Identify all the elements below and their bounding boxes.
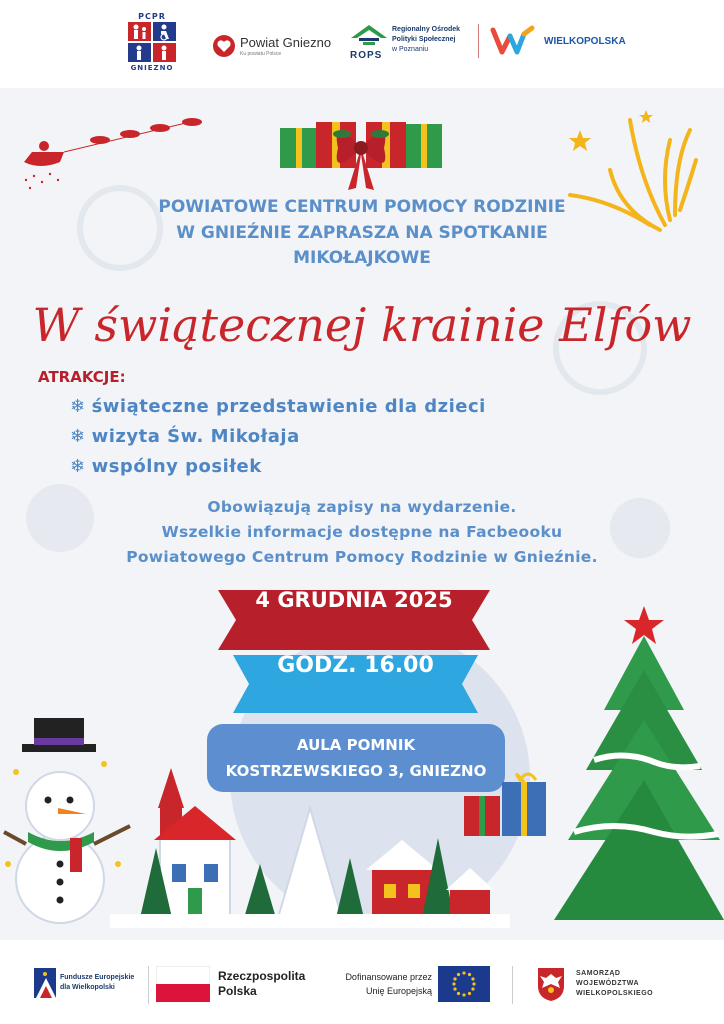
attraction-text: świąteczne przedstawienie dla dzieci <box>91 396 486 417</box>
attraction-item <box>70 426 300 447</box>
eagle-crest-icon <box>536 966 566 1002</box>
ue-line-1: Dofinansowane przez <box>345 972 432 982</box>
fe-line-1: Fundusze Europejskie <box>60 974 135 981</box>
christmas-tree-icon <box>524 600 724 940</box>
powiat-gniezno-name: Powiat Gniezno <box>240 35 332 50</box>
samorzad-logo <box>536 966 696 1004</box>
sw-line-2: WOJEWÓDZTWA <box>576 980 640 987</box>
wielkopolska-name: WIELKOPOLSKA <box>544 36 626 47</box>
wielkopolska-w-icon <box>490 24 536 58</box>
pcpr-logo <box>126 12 178 74</box>
footer-divider <box>148 966 149 1004</box>
event-date: 4 GRUDNIA 2025 <box>255 588 453 612</box>
powiat-gniezno-tagline: Ku powiatu Polsce <box>240 51 282 57</box>
poster <box>0 88 724 940</box>
powiat-gniezno-logo <box>212 32 332 62</box>
house-icon <box>350 24 388 50</box>
venue-line-2: KOSTRZEWSKIEGO 3, GNIEZNO <box>225 762 487 780</box>
sw-line-1: SAMORZĄD <box>576 970 621 977</box>
headline <box>70 195 654 272</box>
santa-sleigh-icon <box>20 110 220 190</box>
snowflake-icon: ❄ <box>70 426 86 447</box>
fe-flag-icon <box>34 968 56 998</box>
unia-europejska-logo <box>326 966 490 1002</box>
polish-flag-icon <box>156 966 210 1002</box>
headline-line-1: POWIATOWE CENTRUM POMOCY RODZINIE <box>158 197 566 217</box>
header-logo-bar <box>0 0 724 88</box>
date-ribbon <box>218 588 490 652</box>
info-line-3: Powiatowego Centrum Pomocy Rodzinie w Gnieźnie. <box>126 547 598 566</box>
heart-icon <box>212 34 236 58</box>
rp-line-2: Polska <box>218 984 257 998</box>
pcpr-logo-subtitle: GNIEZNO <box>130 64 174 72</box>
venue-line-1: AULA POMNIK <box>296 736 416 754</box>
header-divider <box>478 24 479 58</box>
rops-line-2: Polityki Społecznej <box>392 36 456 43</box>
eu-flag-icon <box>438 966 490 1002</box>
winter-village-icon <box>110 768 510 928</box>
footer-divider <box>512 966 513 1004</box>
pcpr-family-icon <box>128 22 176 62</box>
info-line-1: Obowiązują zapisy na wydarzenie. <box>207 498 517 516</box>
fundusze-europejskie-logo <box>34 966 144 1000</box>
gifts-bow-icon <box>276 108 446 198</box>
attraction-item <box>70 396 486 417</box>
rops-line-3: w Poznaniu <box>392 46 429 53</box>
fe-line-2: dla Wielkopolski <box>60 984 115 991</box>
ue-line-2: Unię Europejską <box>365 986 432 996</box>
rops-line-1: Regionalny Ośrodek <box>392 26 461 33</box>
sw-line-3: WIELKOPOLSKIEGO <box>576 990 654 997</box>
rp-line-1: Rzeczpospolita <box>218 969 306 983</box>
registration-info <box>40 495 684 569</box>
event-time: GODZ. 16.00 <box>277 653 434 678</box>
wielkopolska-logo <box>490 24 640 60</box>
headline-line-2: W GNIEŹNIE ZAPRASZA NA SPOTKANIE <box>176 222 548 243</box>
info-line-2: Wszelkie informacje dostępne na Facbeooku <box>161 522 563 541</box>
attraction-text: wspólny posiłek <box>91 456 262 477</box>
attraction-text: wizyta Św. Mikołaja <box>91 426 300 447</box>
attractions-label: ATRAKCJE: <box>38 368 126 386</box>
rzeczpospolita-logo <box>156 966 306 1002</box>
time-ribbon <box>233 653 478 715</box>
event-title: W świątecznej krainie Elfów <box>32 298 692 352</box>
snowflake-icon: ❄ <box>70 456 86 477</box>
headline-line-3: MIKOŁAJKOWE <box>293 248 431 268</box>
attraction-item <box>70 456 262 477</box>
rops-abbreviation: ROPS <box>350 50 383 61</box>
snowflake-icon: ❄ <box>70 396 86 417</box>
rops-logo <box>350 24 470 64</box>
pcpr-logo-title: PCPR <box>138 12 166 21</box>
